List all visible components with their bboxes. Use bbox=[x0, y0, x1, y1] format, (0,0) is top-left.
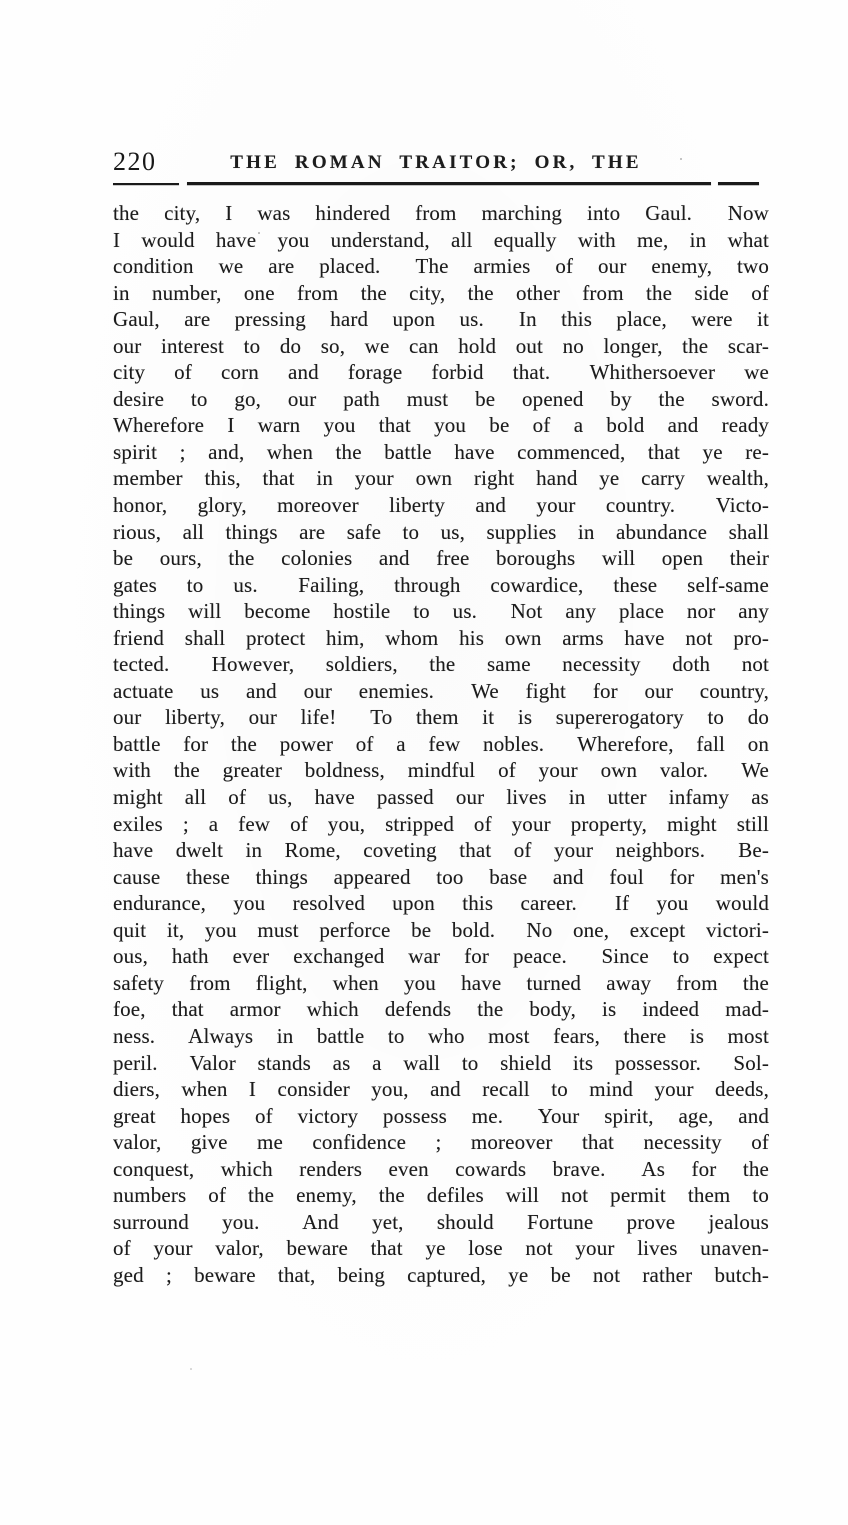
running-title: THE ROMAN TRAITOR; OR, THE bbox=[230, 152, 642, 173]
scan-speck bbox=[258, 232, 260, 234]
text-line: battle for the power of a few nobles. Wherefore, fall on bbox=[113, 731, 769, 756]
text-line: endurance, you resolved upon this career. If you would bbox=[113, 891, 769, 916]
rule-segment bbox=[187, 182, 711, 185]
text-line: quit it, you must perforce be bold. No one, except victori- bbox=[113, 917, 769, 942]
text-line: great hopes of victory possess me. Your spirit, age, and bbox=[113, 1103, 769, 1128]
text-line: diers, when I consider you, and recall to mind your deeds, bbox=[113, 1077, 769, 1102]
page-number: 220 bbox=[113, 147, 157, 176]
text-line: honor, glory, moreover liberty and your country. Victo- bbox=[113, 493, 769, 518]
text-line: ness. Always in battle to who most fears, there is most bbox=[113, 1023, 769, 1048]
text-line: valor, give me confidence ; moreover that necessity of bbox=[113, 1130, 769, 1155]
text-line: have dwelt in Rome, coveting that of your neighbors. Be- bbox=[113, 838, 769, 863]
text-line: foe, that armor which defends the body, is indeed mad- bbox=[113, 997, 769, 1022]
text-line: our liberty, our life! To them it is supererogatory to do bbox=[113, 705, 769, 730]
header-rule bbox=[113, 181, 759, 185]
text-line: might all of us, have passed our lives in utter infamy as bbox=[113, 785, 769, 810]
text-line: rious, all things are safe to us, supplies in abundance shall bbox=[113, 519, 769, 544]
text-line: peril. Valor stands as a wall to shield its possessor. Sol- bbox=[113, 1050, 769, 1075]
scan-speck bbox=[119, 452, 121, 454]
text-line: conquest, which renders even cowards brave. As for the bbox=[113, 1156, 769, 1181]
text-line: in number, one from the city, the other from the side of bbox=[113, 280, 769, 305]
rule-segment bbox=[113, 183, 179, 186]
scan-speck bbox=[190, 1368, 192, 1370]
text-line: our interest to do so, we can hold out no longer, the scar- bbox=[113, 333, 769, 358]
text-line: actuate us and our enemies. We fight for our country, bbox=[113, 678, 769, 703]
scan-speck bbox=[742, 538, 744, 540]
text-line: city of corn and forage forbid that. Whithersoever we bbox=[113, 360, 769, 385]
text-line: cause these things appeared too base and foul for men's bbox=[113, 864, 769, 889]
text-line: numbers of the enemy, the defiles will not permit them to bbox=[113, 1183, 769, 1208]
text-line: gates to us. Failing, through cowardice, these self-same bbox=[113, 572, 769, 597]
body-text bbox=[113, 200, 769, 1288]
scan-speck bbox=[333, 163, 335, 165]
text-line: the city, I was hindered from marching into Gaul. Now bbox=[113, 201, 769, 225]
text-line: I would have you understand, all equally with me, in what bbox=[113, 227, 769, 252]
rule-segment bbox=[718, 182, 759, 185]
text-line: spirit ; and, when the battle have commenced, that ye re- bbox=[113, 439, 769, 464]
text-line: Wherefore I warn you that you be of a bold and ready bbox=[113, 413, 769, 438]
text-line: be ours, the colonies and free boroughs will open their bbox=[113, 546, 769, 571]
text-line: tected. However, soldiers, the same necessity doth not bbox=[113, 652, 769, 677]
text-line: of your valor, beware that ye lose not your lives unaven- bbox=[113, 1236, 769, 1261]
text-line: exiles ; a few of you, stripped of your property, might still bbox=[113, 811, 769, 836]
scan-speck bbox=[680, 158, 682, 160]
text-line: friend shall protect him, whom his own arms have not pro- bbox=[113, 625, 769, 650]
page-header bbox=[113, 146, 769, 180]
text-line: condition we are placed. The armies of our enemy, two bbox=[113, 254, 769, 279]
text-line: ged ; beware that, being captured, ye be not rather butch- bbox=[113, 1262, 769, 1287]
text-line: member this, that in your own right hand ye carry wealth, bbox=[113, 466, 769, 491]
text-line: ous, hath ever exchanged war for peace. Since to expect bbox=[113, 944, 769, 969]
text-line: safety from flight, when you have turned away from the bbox=[113, 970, 769, 995]
text-line: surround you. And yet, should Fortune prove jealous bbox=[113, 1209, 769, 1234]
text-line: Gaul, are pressing hard upon us. In this place, were it bbox=[113, 307, 769, 332]
text-line: things will become hostile to us. Not any place nor any bbox=[113, 599, 769, 624]
text-line: with the greater boldness, mindful of your own valor. We bbox=[113, 758, 769, 783]
text-line: desire to go, our path must be opened by the sword. bbox=[113, 386, 769, 411]
